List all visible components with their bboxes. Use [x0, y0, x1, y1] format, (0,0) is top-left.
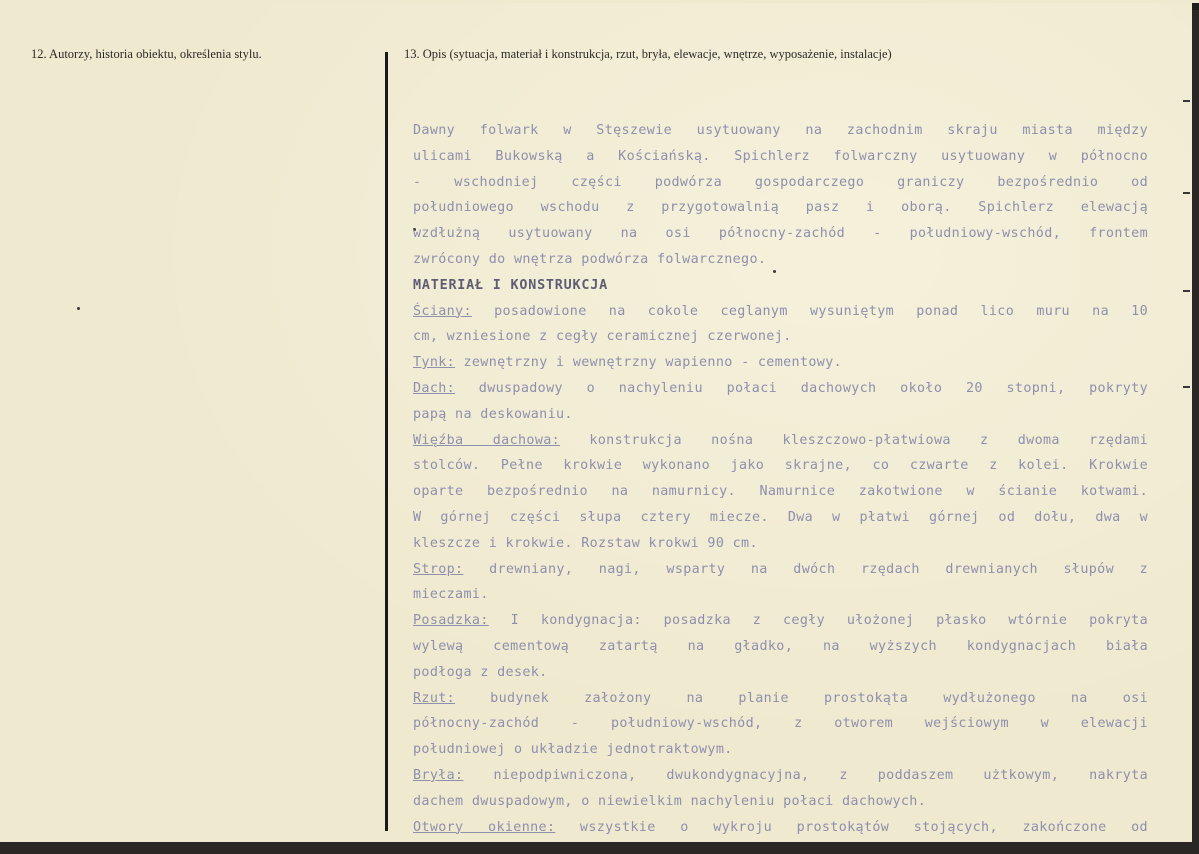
- column-divider: [385, 52, 388, 831]
- section-line: Więźba dachowa: konstrukcja nośna kleszczowo-płatwiowa z dwoma rzędami: [413, 432, 1148, 448]
- sheet-top-edge: [0, 0, 1199, 3]
- section-line: południowej o układzie jednotraktowym.: [413, 742, 733, 758]
- edge-tick: [1183, 100, 1190, 102]
- section-line: podłoga z desek.: [413, 664, 548, 680]
- section-line: W górnej części słupa cztery miecze. Dwa w płatwi górnej od dołu, dwa w: [413, 509, 1148, 525]
- section-line: Bryła: niepodpiwniczona, dwukondygnacyjna, z poddaszem użtkowym, nakryta: [413, 767, 1148, 783]
- section-label: Strop:: [413, 561, 464, 577]
- section-label: Tynk:: [413, 355, 456, 371]
- field-12-heading: 12. Autorzy, historia obiektu, określenia stylu.: [31, 47, 262, 61]
- scan-border-right: [1192, 10, 1199, 854]
- section-line: Rzut: budynek założony na planie prostokąta wydłużonego na osi: [413, 690, 1148, 706]
- section-line: Posadzka: I kondygnacja: posadzka z cegły ułożonej płasko wtórnie pokryta: [413, 613, 1148, 629]
- section-line: cm, wzniesione z cegły ceramicznej czerwonej.: [413, 329, 792, 345]
- intro-line: wzdłużną usytuowany na osi północny-zachód - południowy-wschód, frontem: [413, 226, 1148, 242]
- intro-line: południowego wschodu z przygotowalnią pasz i oborą. Spichlerz elewacją: [413, 200, 1148, 216]
- section-line: Tynk: zewnętrzny i wewnętrzny wapienno - cementowy.: [413, 355, 843, 371]
- section-label: Posadzka:: [413, 613, 489, 629]
- edge-tick: [1183, 290, 1190, 292]
- section-label: Ściany:: [413, 303, 472, 319]
- section-line: kleszcze i krokwie. Rozstaw krokwi 90 cm.: [413, 535, 758, 551]
- section-line: stolców. Pełne krokwie wykonano jako skrajne, co czwarte z kolei. Krokwie: [413, 458, 1148, 474]
- section-line: oparte bezpośrednio na namurnicy. Namurnice zakotwione w ścianie kotwami.: [413, 484, 1148, 500]
- section-line: Otwory okienne: wszystkie o wykroju prostokątów stojących, zakończone od: [413, 819, 1148, 835]
- section-line: dachem dwuspadowym, o niewielkim nachyleniu połaci dachowych.: [413, 793, 927, 809]
- section-label: Dach:: [413, 380, 456, 396]
- intro-line: zwrócony do wnętrza podwórza folwarcznego.: [413, 251, 767, 267]
- edge-tick: [1183, 386, 1190, 388]
- scan-border-bottom: [0, 842, 1199, 854]
- field-13-heading: 13. Opis (sytuacja, materiał i konstrukcja, rzut, bryła, elewacje, wnętrze, wyposażenie, instalacje): [404, 47, 892, 61]
- section-label: Rzut:: [413, 690, 456, 706]
- intro-line: - wschodniej części podwórza gospodarczego graniczy bezpośrednio od: [413, 174, 1148, 190]
- intro-line: Dawny folwark w Stęszewie usytuowany na zachodnim skraju miasta między: [413, 123, 1148, 138]
- section-line: Dach: dwuspadowy o nachyleniu połaci dachowych około 20 stopni, pokryty: [413, 380, 1148, 396]
- section-heading: MATERIAŁ I KONSTRUKCJA: [413, 277, 608, 293]
- section-line: Strop: drewniany, nagi, wsparty na dwóch rzędach drewnianych słupów z: [413, 561, 1148, 577]
- section-label: Więźba dachowa:: [413, 432, 561, 448]
- section-line: Ściany: posadowione na cokole ceglanym wysuniętym ponad lico muru na 10: [413, 303, 1148, 319]
- section-line: wylewą cementową zatartą na gładko, na wyższych kondygnacjach biała: [413, 638, 1148, 654]
- edge-tick: [1183, 192, 1190, 194]
- section-line: papą na deskowaniu.: [413, 406, 573, 422]
- section-label: Otwory okienne:: [413, 819, 556, 835]
- description-text: [413, 118, 1148, 840]
- intro-line: ulicami Bukowską a Kościańską. Spichlerz folwarczny usytuowany w północno: [413, 148, 1148, 164]
- paper-speck: [77, 307, 80, 310]
- section-line: mieczami.: [413, 587, 489, 603]
- section-line: północny-zachód - południowy-wschód, z otworem wejściowym w elewacji: [413, 716, 1148, 732]
- section-label: Bryła:: [413, 767, 464, 783]
